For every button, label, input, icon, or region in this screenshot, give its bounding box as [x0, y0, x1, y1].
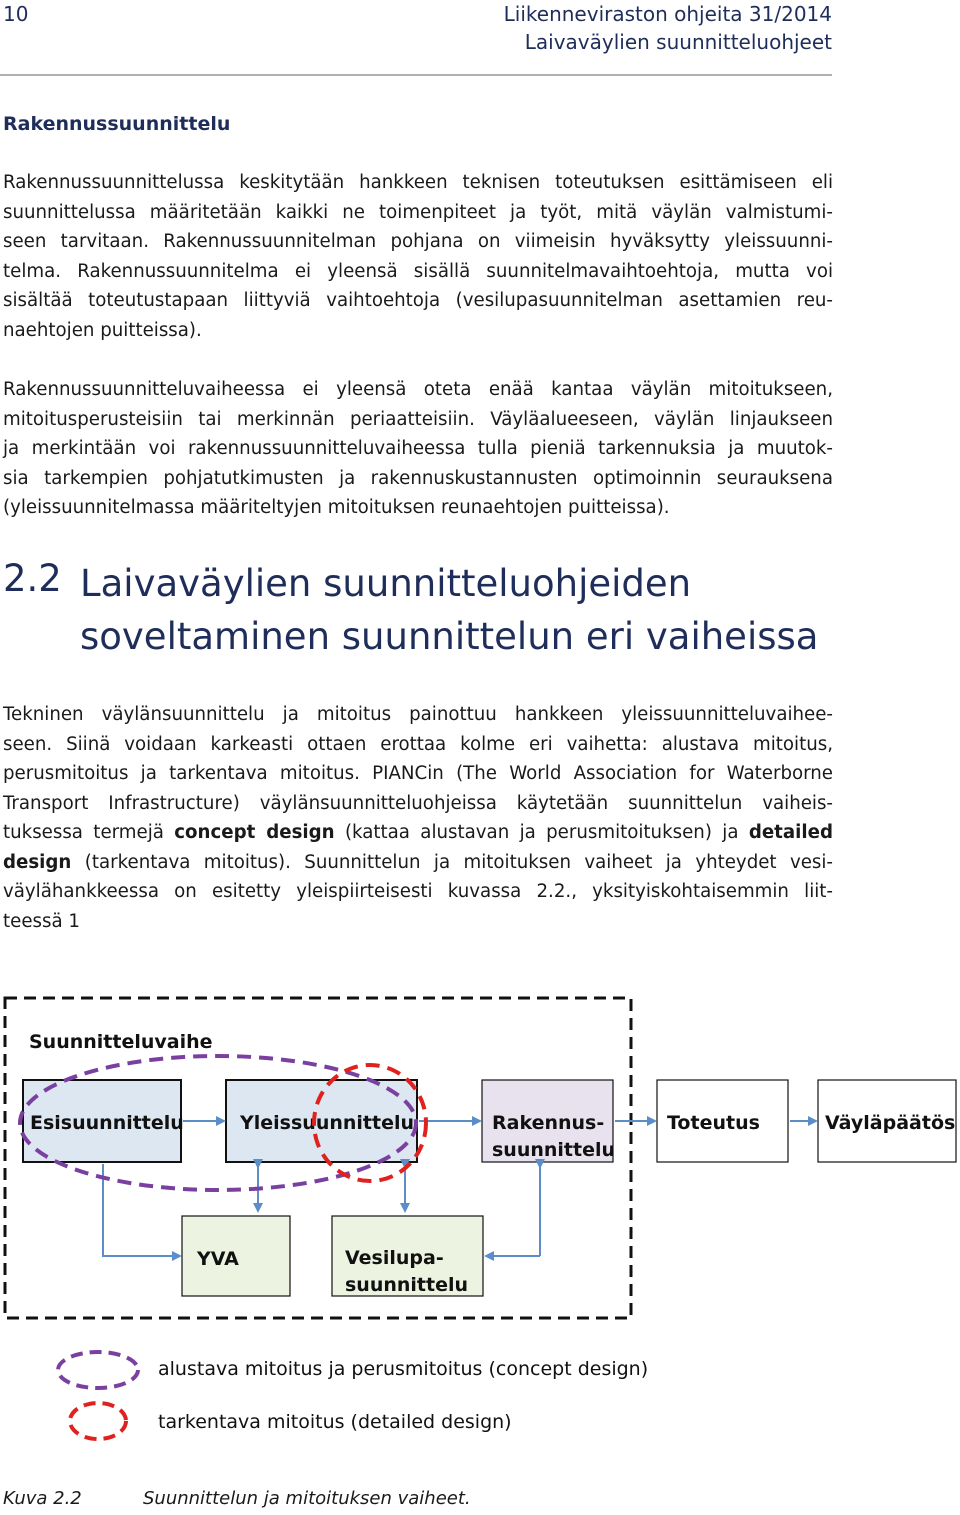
text-line: naehtojen puitteissa).: [3, 319, 202, 341]
box-rakennussuunnittelu-label-2: suunnittelu: [492, 1139, 616, 1161]
text-line: sisältää toteutustapaan liittyviä vaihtoehtoja (vesilupasuunnitelman asettamien reu-: [3, 290, 833, 311]
text-line: väylähankkeessa on esitetty yleispiirteisesti kuvassa 2.2., yksityiskohtaisemmin liit-: [3, 881, 833, 902]
section-number: 2.2: [3, 557, 62, 600]
box-vesilupa-label-1: Vesilupa-: [345, 1247, 444, 1269]
text-line: [3, 818, 833, 848]
text-line: seen tarvitaan. Rakennussuunnitelman pohjana on viimeisin hyväksytty yleissuunni-: [3, 231, 833, 252]
figure-caption-label: Kuva 2.2: [3, 1488, 82, 1509]
text-line: seen. Siinä voidaan karkeasti ottaen erottaa kolme eri vaihetta: alustava mitoitus,: [3, 733, 833, 755]
paragraph-rakennus-1: [3, 168, 833, 345]
figure-title: Suunnitteluvaihe: [29, 1031, 213, 1053]
section-title: [80, 557, 818, 663]
term-design: design: [3, 851, 72, 873]
publication-title: Liikenneviraston ohjeita 31/2014: [503, 2, 832, 26]
text-line: [3, 848, 833, 878]
legend-detailed-ellipse: [70, 1403, 126, 1439]
page-number: 10: [3, 2, 29, 26]
text-line: mitoitusperusteisiin tai merkinnän periaatteisiin. Väyläalueeseen, väylän linjaukseen: [3, 408, 833, 430]
header-rule: [0, 74, 832, 76]
text-line: sia tarkempien pohjatutkimusten ja rakennuskustannusten optimoinnin seurauksena: [3, 467, 833, 489]
arrow-esi-to-yva: [103, 1164, 180, 1256]
paragraph-2-2: [3, 700, 833, 936]
text-line: suunnittelussa määritetään kaikki ne toimenpiteet ja työt, mitä väylän valmistumi-: [3, 201, 833, 223]
term-detailed: detailed: [748, 822, 833, 843]
text-line: Tekninen väylänsuunnittelu ja mitoitus painottuu hankkeen yleissuunnitteluvaihee-: [3, 704, 833, 725]
text-line: Transport Infrastructure) väylänsuunnitteluohjeissa käytetään suunnittelun vaiheis-: [3, 792, 833, 814]
paragraph-rakennus-2: [3, 375, 833, 523]
text-line: telma. Rakennussuunnitelma ei yleensä sisällä suunnitelmavaihtoehtoja, mutta voi: [3, 260, 833, 282]
text-run: (tarkentava mitoitus). Suunnittelun ja mitoituksen vaiheet ja yhteydet vesi-: [71, 851, 833, 873]
legend-concept-label: alustava mitoitus ja perusmitoitus (concept design): [158, 1358, 649, 1380]
legend-detailed-label: tarkentava mitoitus (detailed design): [158, 1411, 512, 1433]
phase-diagram: [0, 990, 960, 1460]
box-esisuunnittelu-label: Esisuunnittelu: [30, 1112, 184, 1134]
term-concept-design: concept design: [174, 822, 335, 843]
box-toteutus-label: Toteutus: [667, 1112, 760, 1134]
legend-concept-ellipse: [58, 1352, 138, 1388]
section-heading-rakennussuunnittelu: Rakennussuunnittelu: [3, 113, 231, 135]
text-line: Rakennussuunnitteluvaiheessa ei yleensä oteta enää kantaa väylän mitoitukseen,: [3, 379, 833, 400]
text-line: teessä 1: [3, 910, 80, 932]
section-title-line-2: soveltaminen suunnittelun eri vaiheissa: [80, 615, 819, 658]
box-yleissuunnittelu-label: Yleissuunnittelu: [240, 1112, 414, 1134]
text-run: tuksessa termejä: [3, 822, 175, 843]
text-line: ja merkintään voi rakennussuunnitteluvaiheessa tulla pieniä tarkennuksia ja muutok-: [3, 438, 833, 459]
box-yva-label: YVA: [197, 1248, 239, 1270]
text-line: perusmitoitus ja tarkentava mitoitus. PIANCin (The World Association for Waterborne: [3, 763, 833, 784]
text-line: Rakennussuunnittelussa keskitytään hankkeen teknisen toteutuksen esittämiseen eli: [3, 172, 833, 193]
figure-caption-text: Suunnittelun ja mitoituksen vaiheet.: [143, 1488, 471, 1509]
document-title: Laivaväylien suunnitteluohjeet: [524, 30, 832, 54]
box-vaylapaatos-label: Väyläpäätös: [825, 1112, 956, 1134]
section-title-line-1: Laivaväylien suunnitteluohjeiden: [80, 562, 692, 605]
box-vesilupa-label-2: suunnittelu: [345, 1274, 469, 1296]
text-run: (kattaa alustavan ja perusmitoituksen) ja: [334, 822, 749, 843]
box-rakennussuunnittelu-label-1: Rakennus-: [492, 1112, 605, 1134]
text-line: (yleissuunnitelmassa määriteltyjen mitoituksen reunaehtojen puitteissa).: [3, 497, 670, 518]
